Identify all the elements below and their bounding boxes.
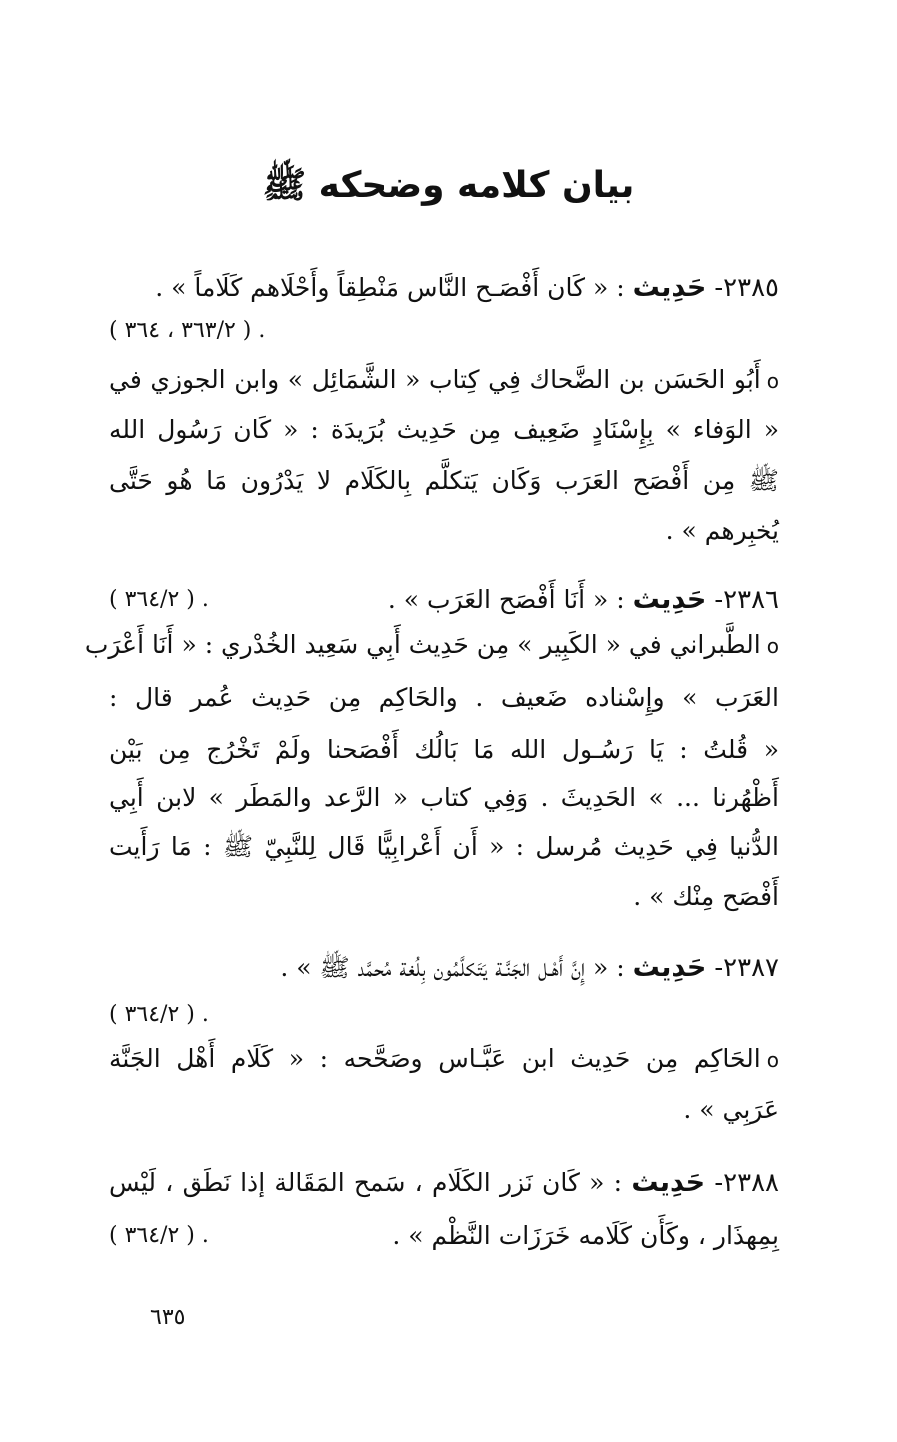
entry-text: : « أَنَا أَفْصَح العَرَب » . <box>387 585 625 614</box>
bullet-marker: o <box>766 1048 779 1072</box>
entry-2385-commentary-line: يُخبِرهم » . <box>665 516 779 545</box>
entry-2387-commentary-line: عَرَبِي » . <box>683 1095 779 1124</box>
entry-text: : « إِنَّ أَهْـل الجَنَّـة يَتَكلَّمُون بِلُغة مُحمَّد ﷺ » . <box>280 953 625 982</box>
bullet-marker: o <box>766 634 779 658</box>
entry-2386-header <box>109 578 779 622</box>
entry-2388-continuation <box>109 1214 779 1258</box>
entry-2387-header <box>109 948 779 988</box>
bullet-marker: o <box>766 369 779 393</box>
entry-2385-commentary-line: « الوَفاء » بِإِسْنَادٍ ضَعِيف مِن حَدِيث بُرَيدَة : « كَان رَسُول الله <box>109 415 779 444</box>
entry-2386-commentary-line: oالطَّبراني في « الكَبِير » مِن حَدِيث أَبِي سَعِيد الخُدْري : « أَنَا أَعْرَب <box>84 630 779 659</box>
entry-2386-commentary-line: « قُلتُ : يَا رَسُـول الله مَا بَالُك أَفْصَحنا ولَمْ تَخْرُج مِن بَيْن <box>109 735 779 764</box>
entry-number: ٢٣٨٨- <box>714 1168 779 1198</box>
hadith-keyword: حَدِيث <box>631 1167 706 1198</box>
entry-2386-commentary-line: أَظْهُرنا ... » الحَدِيثَ . وَفِي كتاب « الرَّعد والمَطَر » لابن أَبِي <box>109 783 779 812</box>
entry-number: ٢٣٨٦- <box>714 585 779 615</box>
entry-2385-reference: . ( ٣٦٣/٢ ، ٣٦٤ ) <box>109 318 266 343</box>
hadith-keyword: حَدِيث <box>632 272 707 303</box>
entry-2387-commentary-line: oالحَاكِم مِن حَدِيث ابن عَبَّـاس وصَحَّحه : « كَلَام أَهْل الجَنَّة <box>109 1044 779 1073</box>
entry-2388-header <box>109 1163 779 1203</box>
entry-2388-reference: . ( ٣٦٤/٢ ) <box>109 1223 209 1248</box>
entry-number: ٢٣٨٥- <box>714 273 779 303</box>
section-title: بيان كلامه وضحكه ﷺ <box>262 165 635 206</box>
entry-number: ٢٣٨٧- <box>714 953 779 983</box>
entry-2386-commentary-line: العَرَب » وإِسْناده ضَعيف . والحَاكِم مِن حَدِيث عُمر قال : <box>109 683 779 712</box>
hadith-keyword: حَدِيث <box>632 584 707 615</box>
entry-2387-reference: . ( ٣٦٤/٢ ) <box>109 1002 209 1027</box>
entry-text: بِمِهذَار ، وكَأَن كَلَامه خَرَزَات النَّظْم » . <box>392 1221 779 1250</box>
entry-text: : « كَان نَزر الكَلَام ، سَمح المَقَالة إذا نَطَق ، لَيْس <box>109 1168 623 1197</box>
page-number: ٦٣٥ <box>150 1305 186 1330</box>
entry-text: : « كَان أَفْصَـح النَّاس مَنْطِقاً وأَحْلَاهم كَلَاماً » . <box>155 273 625 302</box>
hadith-keyword: حَدِيث <box>632 952 707 983</box>
entry-2385-commentary-line: ﷺ مِن أَفْصَح العَرَب وَكَان يَتكلَّم بِالكَلَام لا يَدْرُون مَا هُو حَتَّى <box>109 466 779 495</box>
entry-2385-header <box>109 268 779 308</box>
entry-2386-commentary-line: أَفْصَح مِنْك » . <box>633 882 779 911</box>
entry-2386-commentary-line: الدُّنيا فِي حَدِيث مُرسل : « أَن أَعْرابِيًّا قَال لِلنَّبِيّ ﷺ : مَا رَأَيت <box>109 832 779 861</box>
entry-2386-reference: . ( ٣٦٤/٢ ) <box>109 587 209 612</box>
entry-2385-commentary-line: oأَبُو الحَسَن بن الضَّحاك فِي كِتاب « الشَّمَائِل » وابن الجوزي في <box>109 365 779 394</box>
